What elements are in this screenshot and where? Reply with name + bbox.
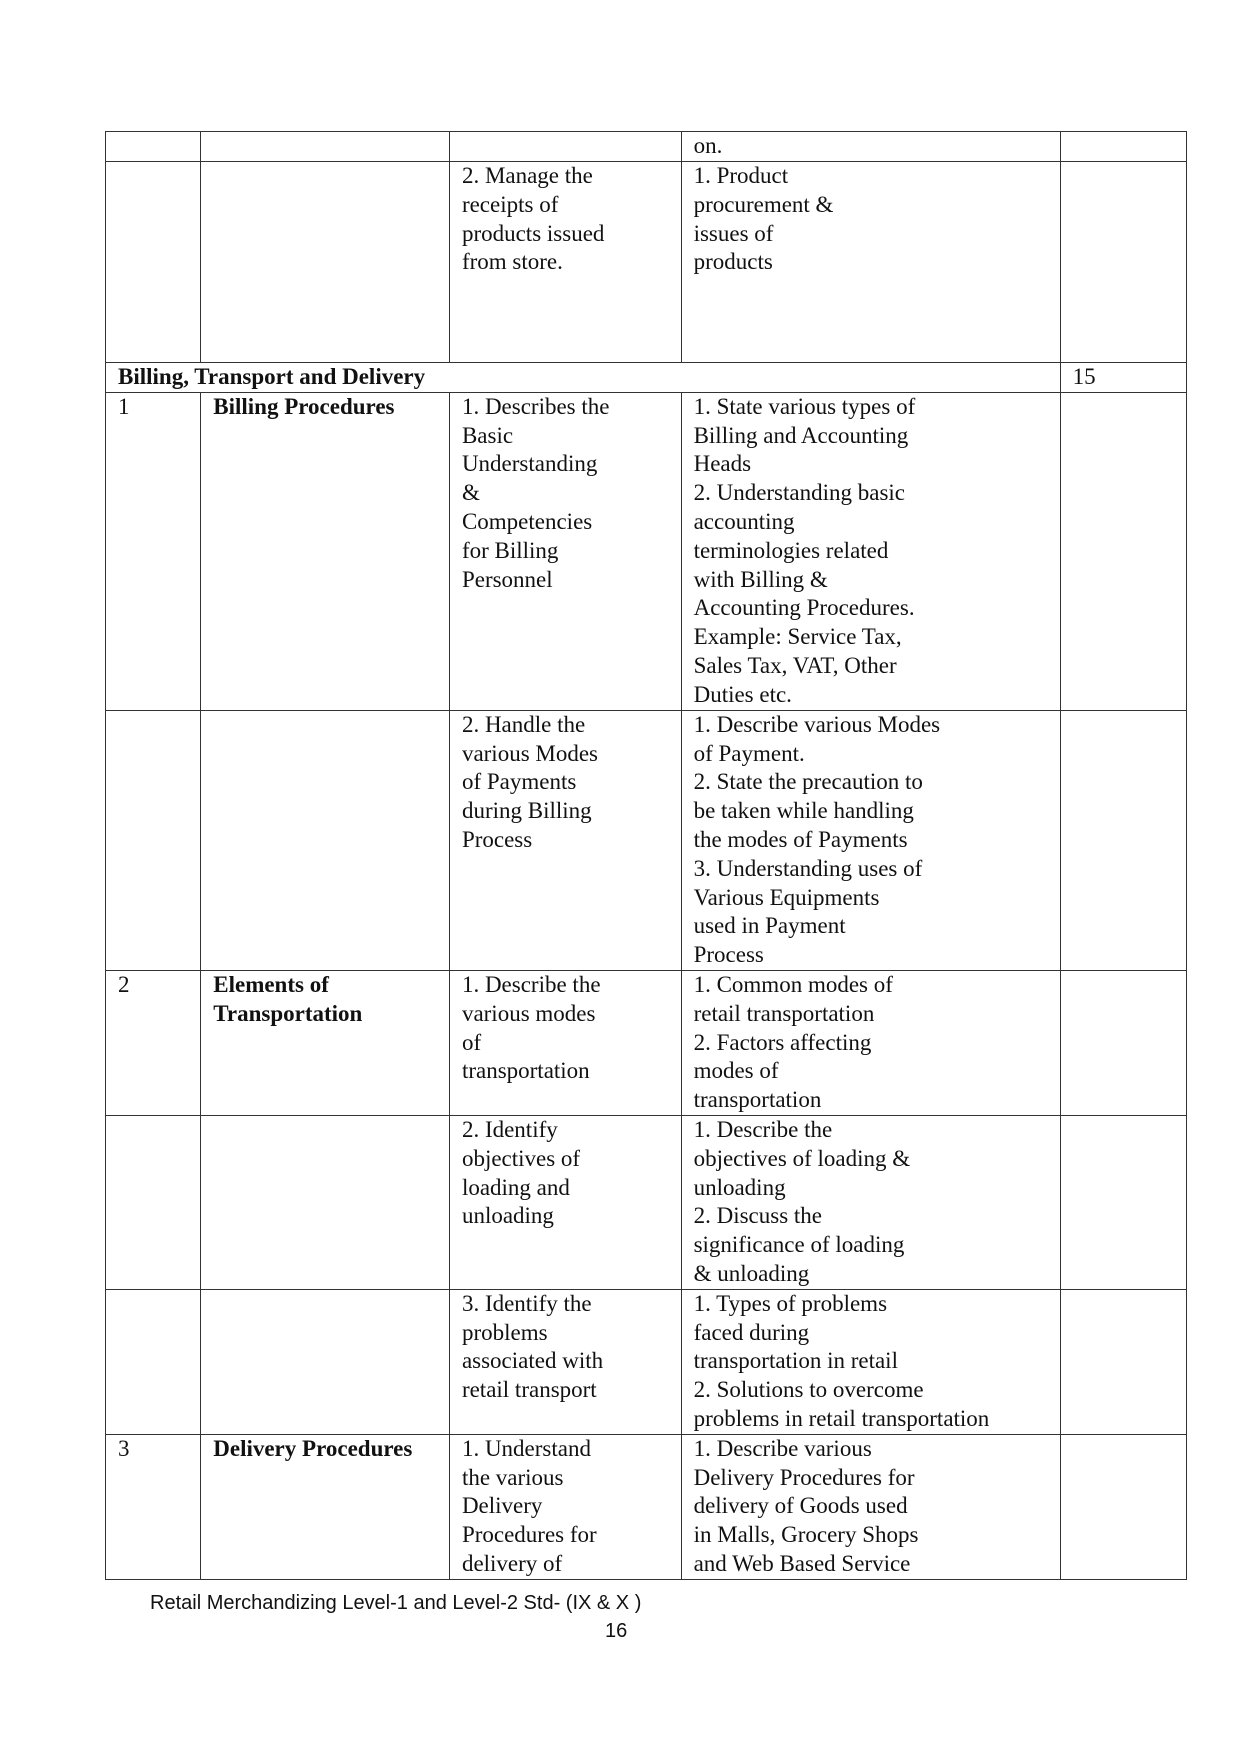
page-number: 16	[605, 1620, 628, 1642]
hours-cell	[1060, 392, 1186, 710]
syllabus-table	[105, 131, 1187, 1580]
table-row	[106, 392, 1187, 710]
content-cell: 1. Describe various Modes of Payment. 2. State the precaution to be taken while handling the modes of Payments 3. Understanding uses of Various Equipments used in Payment Process	[681, 710, 1060, 970]
serial-number-cell: 2	[106, 970, 201, 1115]
table-row	[106, 970, 1187, 1115]
section-hours-cell	[1060, 363, 1186, 393]
serial-number-cell	[106, 1115, 201, 1289]
unit-name-cell	[201, 1289, 450, 1434]
learning-outcome-cell: 1. Describe the various modes of transportation	[449, 970, 681, 1115]
hours-cell	[1060, 1289, 1186, 1434]
hours-cell	[1060, 1115, 1186, 1289]
content-cell: 1. State various types of Billing and Accounting Heads 2. Understanding basic accounting terminologies related with Billing & Accounting Procedures. Example: Service Tax, Sales Tax, VAT, Other Duties etc.	[681, 392, 1060, 710]
serial-number-cell	[106, 710, 201, 970]
footer-title: Retail Merchandizing Level-1 and Level-2 Std- (IX & X )	[150, 1592, 642, 1614]
table-row	[106, 162, 1187, 363]
content-cell: 1. Types of problems faced during transportation in retail 2. Solutions to overcome problems in retail transportation	[681, 1289, 1060, 1434]
table-row	[106, 1115, 1187, 1289]
table-row	[106, 132, 1187, 162]
content-cell: 1. Product procurement & issues of products	[681, 162, 1060, 363]
table-row	[106, 1289, 1187, 1434]
unit-name-cell: Delivery Procedures	[201, 1434, 450, 1579]
serial-number-cell	[106, 132, 201, 162]
serial-number-cell: 1	[106, 392, 201, 710]
content-cell: 1. Common modes of retail transportation 2. Factors affecting modes of transportation	[681, 970, 1060, 1115]
section-title: Billing, Transport and Delivery	[118, 364, 426, 389]
section-header-row	[106, 363, 1187, 393]
section-title-cell	[106, 363, 1061, 393]
learning-outcome-cell: 3. Identify the problems associated with retail transport	[449, 1289, 681, 1434]
content-cell: on.	[681, 132, 1060, 162]
unit-name-cell	[201, 132, 450, 162]
learning-outcome-cell: 1. Understand the various Delivery Procedures for delivery of	[449, 1434, 681, 1579]
unit-name-cell	[201, 710, 450, 970]
hours-cell	[1060, 710, 1186, 970]
learning-outcome-cell: 2. Identify objectives of loading and unloading	[449, 1115, 681, 1289]
unit-name-cell	[201, 1115, 450, 1289]
serial-number-cell	[106, 1289, 201, 1434]
hours-cell	[1060, 162, 1186, 363]
unit-name-cell: Billing Procedures	[201, 392, 450, 710]
table-row	[106, 710, 1187, 970]
serial-number-cell	[106, 162, 201, 363]
hours-cell	[1060, 1434, 1186, 1579]
hours-cell	[1060, 970, 1186, 1115]
serial-number-cell: 3	[106, 1434, 201, 1579]
learning-outcome-cell: 2. Handle the various Modes of Payments during Billing Process	[449, 710, 681, 970]
content-cell: 1. Describe the objectives of loading & unloading 2. Discuss the significance of loading & unloading	[681, 1115, 1060, 1289]
hours-cell	[1060, 132, 1186, 162]
learning-outcome-cell	[449, 132, 681, 162]
section-hours: 15	[1072, 364, 1096, 389]
learning-outcome-cell: 1. Describes the Basic Understanding & Competencies for Billing Personnel	[449, 392, 681, 710]
table-row	[106, 1434, 1187, 1579]
unit-name-cell: Elements of Transportation	[201, 970, 450, 1115]
learning-outcome-cell: 2. Manage the receipts of products issued from store.	[449, 162, 681, 363]
unit-name-cell	[201, 162, 450, 363]
content-cell: 1. Describe various Delivery Procedures for delivery of Goods used in Malls, Grocery Shops and Web Based Service	[681, 1434, 1060, 1579]
